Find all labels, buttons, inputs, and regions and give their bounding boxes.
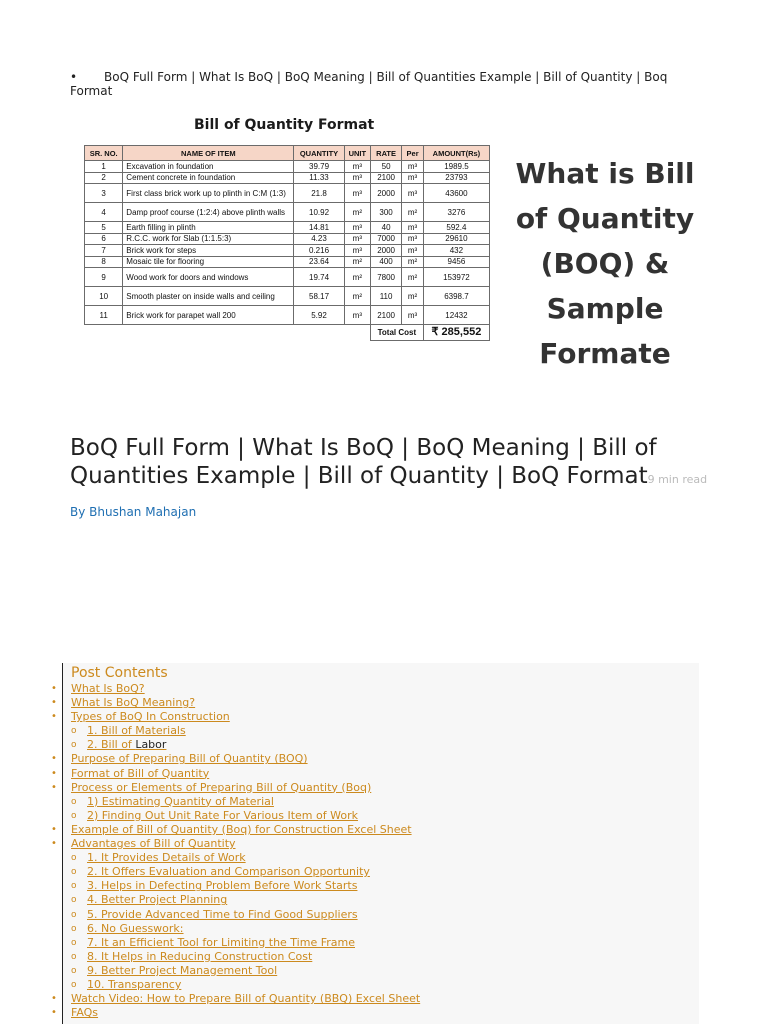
boq-cell: m² (402, 287, 424, 306)
boq-cell: m³ (402, 306, 424, 325)
boq-cell: 1989.5 (423, 161, 489, 173)
boq-total-value: ₹ 285,552 (423, 325, 489, 341)
toc-link-text[interactable]: 8. It Helps in Reducing Construction Cost (87, 949, 313, 963)
boq-header-cell: SR. NO. (85, 146, 123, 161)
boq-cell: 21.8 (294, 184, 344, 203)
toc-link-text[interactable]: Purpose of Preparing Bill of Quantity (BOQ) (71, 752, 308, 766)
boq-cell: Wood work for doors and windows (123, 268, 294, 287)
boq-cell: m³ (344, 233, 370, 245)
boq-cell: m³ (402, 161, 424, 173)
boq-cell: Brick work for parapet wall 200 (123, 306, 294, 325)
boq-cell: 300 (370, 203, 401, 222)
boq-cell: 9 (85, 268, 123, 287)
bullet-icon: • (51, 767, 57, 779)
boq-cell: 9456 (423, 256, 489, 268)
boq-total-row (85, 325, 490, 341)
toc-subitem[interactable] (63, 795, 699, 809)
bullet-icon: • (51, 993, 57, 1005)
toc-link-text[interactable]: Watch Video: How to Prepare Bill of Quantity (BBQ) Excel Sheet (71, 992, 421, 1006)
boq-cell: m² (402, 256, 424, 268)
boq-feature-image (70, 113, 703, 408)
boq-cell: 2 (85, 172, 123, 184)
toc-item[interactable] (51, 822, 699, 837)
read-time: 9 min read (647, 473, 708, 486)
boq-cell: Brick work for steps (123, 245, 294, 257)
boq-row (85, 306, 490, 325)
boq-cell: 400 (370, 256, 401, 268)
boq-cell: 23.64 (294, 256, 344, 268)
boq-row (85, 172, 490, 184)
toc-link-text[interactable]: FAQs (71, 1006, 99, 1020)
circle-bullet-icon: o (71, 923, 77, 934)
boq-row (85, 222, 490, 234)
circle-bullet-icon: o (71, 951, 77, 962)
boq-cell: m³ (402, 222, 424, 234)
boq-cell: 3 (85, 184, 123, 203)
toc-link-text[interactable]: 2. Bill of Labor (87, 738, 167, 752)
toc-link-text[interactable]: 10. Transparency (87, 977, 182, 991)
boq-cell: 11.33 (294, 172, 344, 184)
toc-link-tail[interactable]: Labor (135, 738, 167, 752)
boq-header-cell: UNIT (344, 146, 370, 161)
top-bullet-link[interactable] (70, 70, 700, 98)
boq-cell: Damp proof course (1:2:4) above plinth walls (123, 203, 294, 222)
boq-cell: 39.79 (294, 161, 344, 173)
boq-cell: 12432 (423, 306, 489, 325)
circle-bullet-icon: o (71, 909, 77, 920)
boq-cell: 14.81 (294, 222, 344, 234)
boq-cell: 2100 (370, 306, 401, 325)
toc-subitem[interactable] (63, 964, 699, 978)
bullet-dot: • (70, 70, 78, 84)
toc-link-text[interactable]: 2) Finding Out Unit Rate For Various Item of Work (87, 808, 358, 822)
boq-cell: 7800 (370, 268, 401, 287)
boq-cell: Smooth plaster on inside walls and ceiling (123, 287, 294, 306)
boq-cell: m³ (344, 172, 370, 184)
boq-cell: 110 (370, 287, 401, 306)
boq-cell: R.C.C. work for Slab (1:1.5:3) (123, 233, 294, 245)
bullet-icon: • (51, 753, 57, 765)
circle-bullet-icon: o (71, 853, 77, 864)
circle-bullet-icon: o (71, 937, 77, 948)
post-contents-box (51, 663, 699, 1024)
toc-link-text[interactable]: Types of BoQ In Construction (71, 710, 230, 724)
toc-subitem[interactable] (63, 936, 699, 950)
bullet-icon: • (51, 781, 57, 793)
boq-cell: 432 (423, 245, 489, 257)
boq-cell: m³ (344, 245, 370, 257)
boq-cell: 5.92 (294, 306, 344, 325)
boq-cell: m³ (344, 306, 370, 325)
bullet-icon: • (51, 1007, 57, 1019)
boq-cell: m² (344, 256, 370, 268)
toc-subitem[interactable] (63, 922, 699, 936)
boq-empty-cell (294, 325, 344, 341)
boq-cell: m³ (402, 172, 424, 184)
boq-cell: 4 (85, 203, 123, 222)
boq-cell: 8 (85, 256, 123, 268)
boq-cell: 2000 (370, 184, 401, 203)
boq-cell: 5 (85, 222, 123, 234)
boq-cell: 1 (85, 161, 123, 173)
toc-link-text[interactable]: 1. It Provides Details of Work (87, 851, 246, 865)
bullet-icon: • (51, 683, 57, 694)
toc-link-text[interactable]: 7. It an Efficient Tool for Limiting the Time Frame (87, 935, 355, 949)
circle-bullet-icon: o (71, 810, 77, 821)
boq-cell: m³ (344, 161, 370, 173)
boq-cell: 6398.7 (423, 287, 489, 306)
boq-cell: m³ (344, 184, 370, 203)
boq-cell: 2000 (370, 245, 401, 257)
toc-subitem[interactable] (63, 978, 699, 992)
toc-item[interactable] (51, 837, 699, 851)
boq-table (84, 145, 490, 341)
boq-table-header (85, 146, 490, 161)
boq-cell: 23793 (423, 172, 489, 184)
boq-cell: m² (402, 268, 424, 287)
boq-cell: 58.17 (294, 287, 344, 306)
boq-header-cell: QUANTITY (294, 146, 344, 161)
toc-subitem[interactable] (63, 950, 699, 964)
toc-link-text[interactable]: Advantages of Bill of Quantity (71, 837, 236, 851)
boq-cell: 4.23 (294, 233, 344, 245)
toc-item[interactable] (51, 710, 699, 724)
toc-link-text[interactable]: What Is BoQ Meaning? (71, 696, 196, 710)
boq-cell: 592.4 (423, 222, 489, 234)
toc-subitem[interactable] (63, 865, 699, 879)
boq-cell: 0.216 (294, 245, 344, 257)
toc-link-text[interactable]: 3. Helps in Defecting Problem Before Work Starts (87, 879, 358, 893)
circle-bullet-icon: o (71, 796, 77, 807)
boq-cell: 40 (370, 222, 401, 234)
boq-cell: 29610 (423, 233, 489, 245)
toc-link-text[interactable]: 2. It Offers Evaluation and Comparison Opportunity (87, 865, 370, 879)
author-link[interactable]: By Bhushan Mahajan (70, 505, 197, 519)
boq-table-body (85, 161, 490, 341)
bullet-icon: • (51, 838, 57, 850)
bullet-icon: • (51, 711, 57, 723)
boq-cell: 50 (370, 161, 401, 173)
boq-header-cell: AMOUNT(Rs) (423, 146, 489, 161)
toc-item[interactable] (51, 766, 699, 781)
circle-bullet-icon: o (71, 881, 77, 892)
boq-cell: m² (402, 203, 424, 222)
boq-cell: m² (344, 268, 370, 287)
toc-title[interactable]: Post Contents (71, 665, 168, 681)
boq-cell: m² (344, 287, 370, 306)
toc-link-text[interactable]: What Is BoQ? (71, 682, 145, 695)
boq-cell: 6 (85, 233, 123, 245)
toc-link-text[interactable]: 5. Provide Advanced Time to Find Good Suppliers (87, 907, 358, 921)
boq-row (85, 161, 490, 173)
toc-link-text[interactable]: Process or Elements of Preparing Bill of Quantity (Boq) (71, 780, 372, 794)
toc-item[interactable] (51, 696, 699, 710)
boq-row (85, 256, 490, 268)
toc-subitem[interactable] (63, 908, 699, 922)
toc-link-text[interactable]: 4. Better Project Planning (87, 893, 228, 907)
boq-row (85, 233, 490, 245)
toc-list (51, 682, 699, 1020)
boq-cell: 11 (85, 306, 123, 325)
toc-subitem[interactable] (63, 724, 699, 738)
toc-item[interactable] (51, 780, 699, 795)
boq-header-cell: Per (402, 146, 424, 161)
boq-cell: 43600 (423, 184, 489, 203)
boq-cell: 153972 (423, 268, 489, 287)
boq-cell: Cement concrete in foundation (123, 172, 294, 184)
bullet-icon: • (51, 823, 57, 835)
boq-cell: m³ (402, 245, 424, 257)
boq-cell: 7000 (370, 233, 401, 245)
toc-item[interactable] (51, 752, 699, 766)
toc-link-text[interactable]: 1) Estimating Quantity of Material (87, 794, 274, 808)
boq-cell: m³ (344, 222, 370, 234)
boq-cell: Earth filling in plinth (123, 222, 294, 234)
toc-link-text[interactable]: Example of Bill of Quantity (Boq) for Construction Excel Sheet (71, 822, 412, 836)
boq-cell: 3276 (423, 203, 489, 222)
toc-link-text[interactable]: 9. Better Project Management Tool (87, 963, 278, 977)
toc-subitem[interactable] (63, 879, 699, 893)
boq-row (85, 287, 490, 306)
toc-link-text[interactable]: Format of Bill of Quantity (71, 766, 210, 780)
boq-cell: 7 (85, 245, 123, 257)
boq-row (85, 203, 490, 222)
circle-bullet-icon: o (71, 895, 77, 906)
boq-header-cell: NAME OF ITEM (123, 146, 294, 161)
boq-cell: m² (344, 203, 370, 222)
boq-cell: m³ (402, 233, 424, 245)
toc-item[interactable] (51, 992, 699, 1006)
circle-bullet-icon: o (71, 740, 77, 751)
boq-cell: 10 (85, 287, 123, 306)
toc-link-text[interactable]: 1. Bill of Materials (87, 724, 186, 738)
toc-subitem[interactable] (63, 851, 699, 865)
hero-side-text: What is Bill of Quantity (BOQ) & Sample Formate (515, 157, 695, 370)
circle-bullet-icon: o (71, 867, 77, 878)
toc-subitem[interactable] (63, 738, 699, 752)
boq-empty-cell (85, 325, 123, 341)
boq-cell: m³ (402, 184, 424, 203)
toc-subitem[interactable] (63, 809, 699, 823)
boq-empty-cell (123, 325, 294, 341)
toc-subitem[interactable] (63, 893, 699, 907)
boq-cell: Mosaic tile for flooring (123, 256, 294, 268)
boq-row (85, 268, 490, 287)
boq-cell: 2100 (370, 172, 401, 184)
boq-row (85, 184, 490, 203)
boq-total-label: Total Cost (370, 325, 423, 341)
bullet-icon: • (51, 697, 57, 709)
circle-bullet-icon: o (71, 726, 77, 737)
headline-text: BoQ Full Form | What Is BoQ | BoQ Meaning | Bill of Quantities Example | Bill of Quantity | BoQ Format (70, 435, 657, 489)
toc-item[interactable] (51, 1006, 699, 1020)
boq-cell: 10.92 (294, 203, 344, 222)
top-bullet-text: BoQ Full Form | What Is BoQ | BoQ Meaning | Bill of Quantities Example | Bill of Quantity | Boq Format (70, 70, 668, 98)
boq-cell: Excavation in foundation (123, 161, 294, 173)
boq-image-title: Bill of Quantity Format (194, 117, 375, 133)
boq-cell: 19.74 (294, 268, 344, 287)
toc-item[interactable] (51, 682, 699, 696)
circle-bullet-icon: o (71, 979, 77, 990)
toc-link-text[interactable]: 6. No Guesswork: (87, 921, 184, 935)
circle-bullet-icon: o (71, 965, 77, 976)
boq-empty-cell (344, 325, 370, 341)
boq-row (85, 245, 490, 257)
article-headline (70, 434, 710, 494)
boq-header-cell: RATE (370, 146, 401, 161)
boq-cell: First class brick work up to plinth in C:M (1:3) (123, 184, 294, 203)
